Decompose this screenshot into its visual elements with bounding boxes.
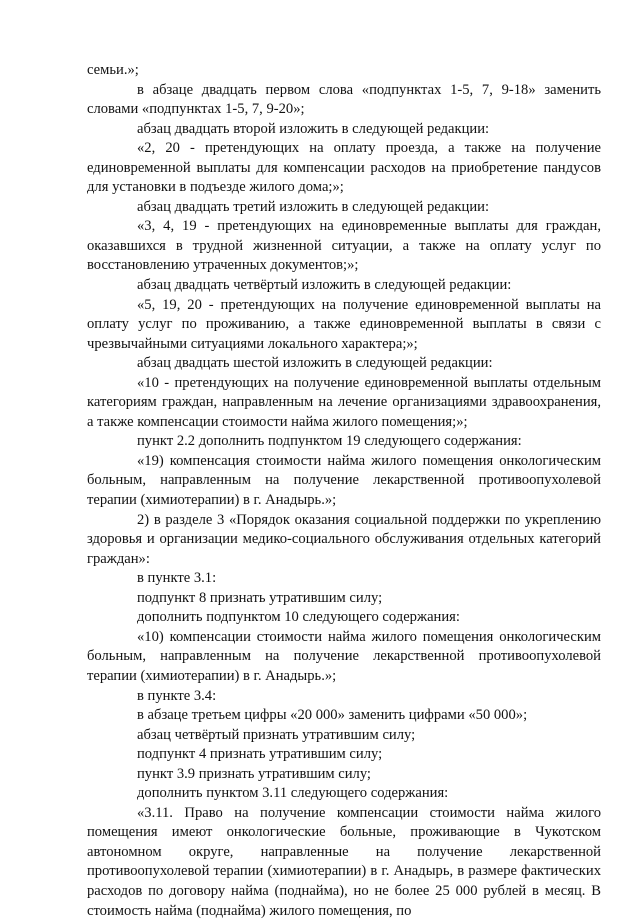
document-paragraph: подпункт 4 признать утратившим силу; [137,746,383,763]
document-paragraph: в пункте 3.4: [137,687,217,704]
document-paragraph: «3, 4, 19 - претендующих на единовременные выплаты для граждан, оказавшихся в трудной жизненной ситуации, а также на оплату услуг по восстановлению утраченных документов;»; [87,218,601,274]
document-paragraph: в абзаце двадцать первом слова «подпунктах 1-5, 7, 9-18» заменить словами «подпунктах 1-5, 7, 9-20»; [87,81,601,118]
document-paragraph: 2) в разделе 3 «Порядок оказания социальной поддержки по укреплению здоровья и организации медико-социального обслуживания отдельных категорий граждан»: [87,511,601,567]
document-paragraph: абзац четвёртый признать утратившим силу; [137,726,416,743]
document-paragraph: пункт 3.9 признать утратившим силу; [137,765,371,782]
document-paragraph: пункт 2.2 дополнить подпунктом 19 следующего содержания: [137,433,522,450]
document-paragraph: абзац двадцать второй изложить в следующей редакции: [137,120,490,137]
document-paragraph: «2, 20 - претендующих на оплату проезда, а также на получение единовременной выплаты для компенсации расходов на приобретение пандусов для установки в подъезде жилого дома;»; [87,140,601,196]
document-paragraph: дополнить пунктом 3.11 следующего содержания: [137,785,449,802]
document-paragraph: «5, 19, 20 - претендующих на получение единовременной выплаты на оплату услуг по проживанию, а также единовременной выплаты в связи с чрезвычайными ситуациями локального характера;»; [87,296,601,352]
document-paragraph: в пункте 3.1: [137,570,217,587]
document-paragraph: абзац двадцать третий изложить в следующей редакции: [137,198,490,215]
document-paragraph: подпункт 8 признать утратившим силу; [137,589,383,606]
document-paragraph: абзац двадцать шестой изложить в следующей редакции: [137,355,493,372]
document-paragraph: «19) компенсация стоимости найма жилого помещения онкологическим больным, направленным на получение лекарственной противоопухолевой терапии (химиотерапии) в г. Анадырь.»; [87,452,601,509]
document-page [87,61,601,921]
document-paragraph: абзац двадцать четвёртый изложить в следующей редакции: [137,277,512,294]
document-paragraph: дополнить подпунктом 10 следующего содержания: [137,609,460,626]
document-paragraph: «10 - претендующих на получение единовременной выплаты отдельным категориям граждан, направленным на лечение организациями здравоохранения, а также компенсации стоимости найма жилого помещения;»; [87,374,601,430]
document-paragraph: «3.11. Право на получение компенсации стоимости найма жилого помещения имеют онкологические больные, проживающие в Чукотском автономном округе, направленные на получение лекарственной противоопухолевой терапии (химиотерапии) в г. Анадырь, в размере фактических расходов по договору найма (поднайма), но не более 25 000 рублей в месяц. В стоимость найма (поднайма) жилого помещения, по [87,804,601,919]
document-paragraph: «10) компенсации стоимости найма жилого помещения онкологическим больным, направленным на получение лекарственной противоопухолевой терапии (химиотерапии) в г. Анадырь.»; [87,628,601,684]
document-paragraph: семьи.»; [87,62,139,78]
document-paragraph: в абзаце третьем цифры «20 000» заменить цифрами «50 000»; [137,707,528,724]
